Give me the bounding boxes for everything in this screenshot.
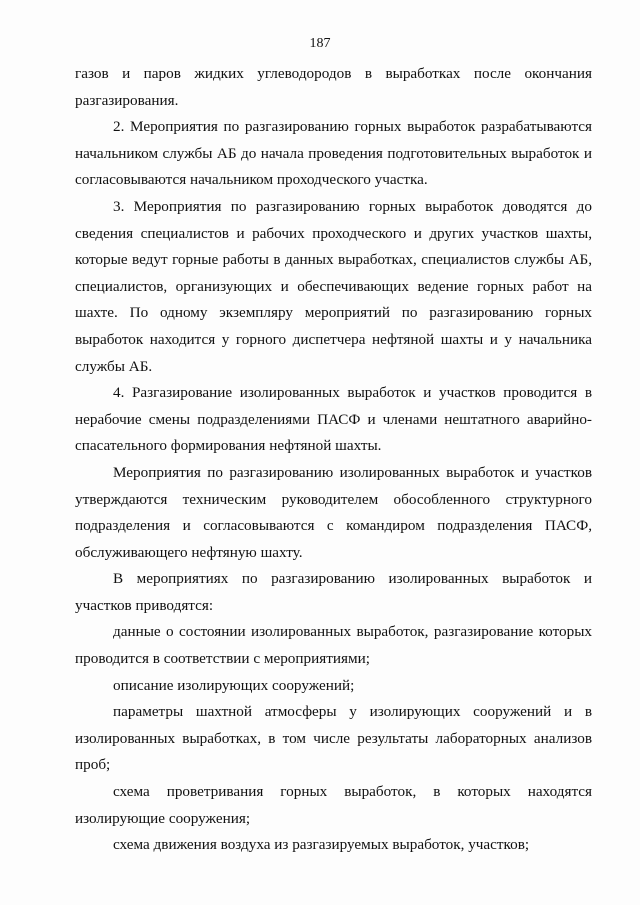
paragraph-approval: Мероприятия по разгазированию изолированных выработок и участков утверждаются техническим руководителем обособленного структурного подразделения и согласовываются с командиром подразделения ПАСФ, обслуживающего нефтяную шахту.	[75, 463, 592, 561]
paragraph-item-3: 3. Мероприятия по разгазированию горных выработок доводятся до сведения специалистов и рабочих проходческого и других участков шахты, которые ведут горные работы в данных выработках, специалистов службы АБ, специалистов, организующих и обеспечивающих ведение горных работ на шахте. По одному экземпляру мероприятий по разгазированию горных выработок находится у горного диспетчера нефтяной шахты и у начальника службы АБ.	[75, 197, 592, 375]
paragraph-list-intro: В мероприятиях по разгазированию изолированных выработок и участков приводятся:	[75, 570, 592, 614]
page-number: 187	[309, 36, 331, 51]
paragraph-continuation: газов и паров жидких углеводородов в выработках после окончания разгазирования.	[75, 65, 592, 109]
list-item-atmosphere: параметры шахтной атмосферы у изолирующих сооружений и в изолированных выработках, в том числе результаты лабораторных анализов проб;	[75, 703, 592, 774]
list-item-description: описание изолирующих сооружений;	[113, 676, 355, 694]
paragraph-item-4: 4. Разгазирование изолированных выработок и участков проводится в нерабочие смены подразделениями ПАСФ и членами нештатного аварийно-спасательного формирования нефтяной шахты.	[75, 384, 592, 455]
list-item-state-data: данные о состоянии изолированных выработок, разгазирование которых проводится в соответствии с мероприятиями;	[75, 623, 592, 668]
list-item-ventilation-scheme: схема проветривания горных выработок, в которых находятся изолирующие сооружения;	[75, 783, 592, 827]
document-body	[75, 61, 592, 859]
paragraph-item-2: 2. Мероприятия по разгазированию горных выработок разрабатываются начальником службы АБ до начала проведения подготовительных выработок и согласовываются начальником проходческого участка.	[75, 118, 592, 189]
list-item-air-scheme: схема движения воздуха из разгазируемых выработок, участков;	[113, 836, 530, 854]
